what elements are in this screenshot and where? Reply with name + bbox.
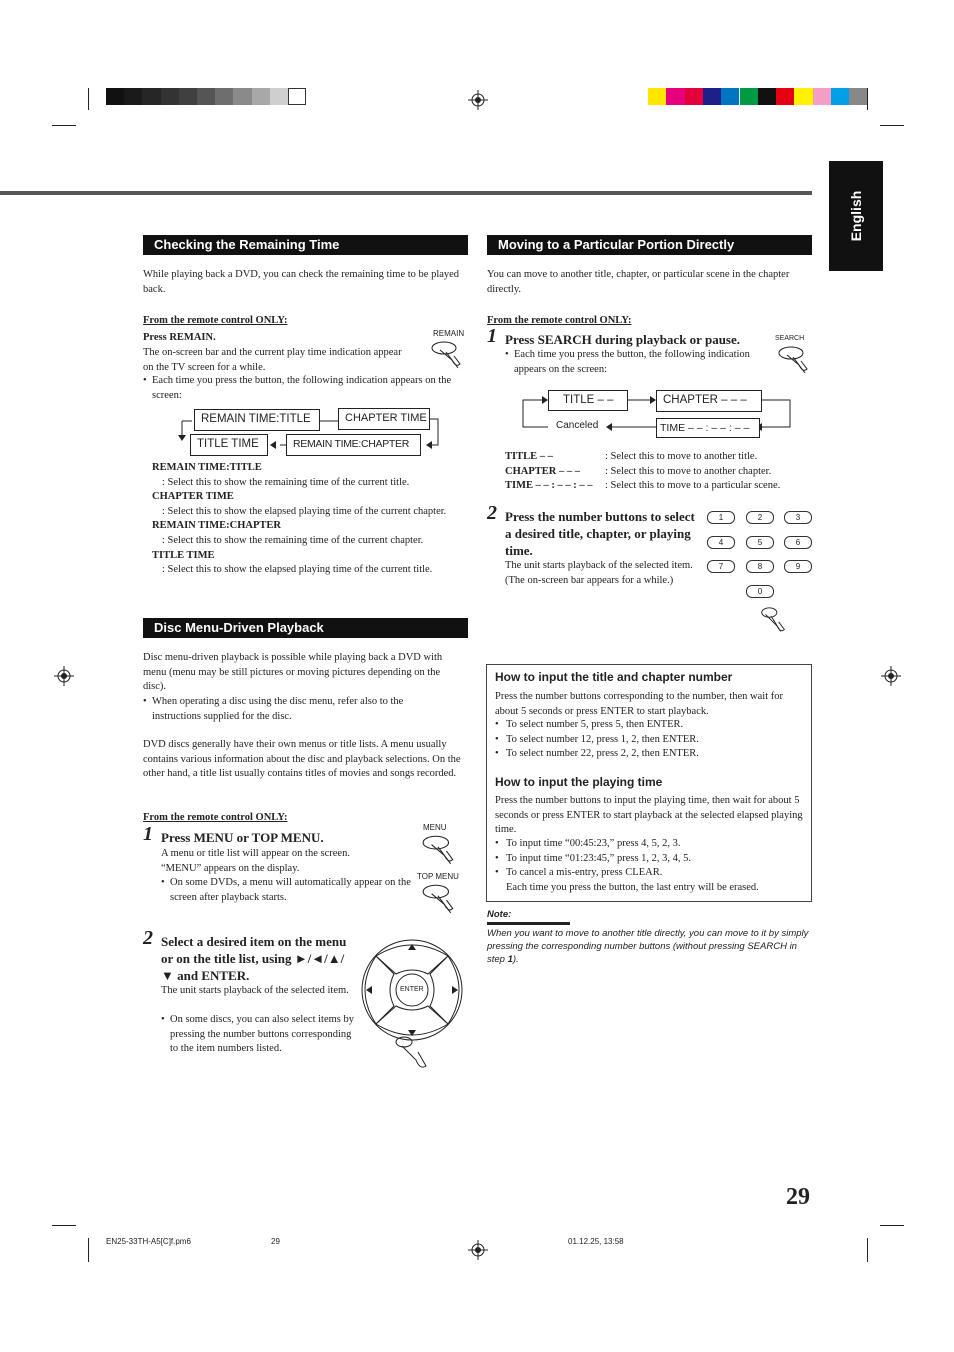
disc-menu-step2-desc: The unit starts playback of the selected item. bbox=[161, 985, 349, 996]
list-item bbox=[495, 837, 807, 852]
remaining-intro: While playing back a DVD, you can check the remaining time to be played back. bbox=[143, 269, 460, 295]
remaining-def-term: REMAIN TIME:CHAPTER bbox=[152, 520, 282, 532]
disc-menu-step2-number: 2 bbox=[143, 927, 153, 949]
disc-menu-step2-head: Select a desired item on the menu or on the title list, using ►/◄/▲/▼ and ENTER. bbox=[161, 934, 347, 983]
remaining-bullet-text: Each time you press the button, the following indication appears on the screen: bbox=[152, 375, 452, 401]
color-swatch bbox=[758, 88, 776, 105]
remaining-definitions bbox=[152, 461, 470, 578]
disc-menu-step1-desc: A menu or title list will appear on the screen. “MENU” appears on the display. bbox=[161, 848, 350, 874]
remaining-def-desc: : Select this to show the elapsed playing time of the current chapter. bbox=[162, 505, 447, 517]
search-button-hand-icon bbox=[777, 343, 811, 377]
moving-step1-bullet: • Each time you press the button, the following indication appears on the screen: bbox=[505, 348, 755, 377]
moving-def-row bbox=[505, 465, 815, 480]
crop-mark bbox=[88, 88, 89, 110]
crop-mark bbox=[867, 88, 868, 110]
registration-mark-icon bbox=[468, 90, 488, 110]
color-swatch bbox=[721, 88, 739, 105]
color-swatch bbox=[776, 88, 794, 105]
section-header-remaining: Checking the Remaining Time bbox=[143, 235, 468, 255]
section-header-disc-menu: Disc Menu-Driven Playback bbox=[143, 618, 468, 638]
note-text bbox=[487, 927, 812, 966]
color-swatch bbox=[252, 88, 270, 105]
color-swatch bbox=[124, 88, 142, 105]
crop-mark bbox=[52, 125, 76, 126]
crop-mark bbox=[52, 1225, 76, 1226]
moving-definitions bbox=[505, 450, 815, 494]
info-box bbox=[486, 664, 812, 902]
color-swatch bbox=[813, 88, 831, 105]
list-item-text: To cancel a mis-entry, press CLEAR. bbox=[506, 867, 663, 879]
moving-intro: You can move to another title, chapter, or particular scene in the chapter directly. bbox=[487, 269, 790, 295]
color-swatch bbox=[794, 88, 812, 105]
list-item-text: To select number 22, press 2, 2, then ENTER. bbox=[506, 748, 699, 760]
note-text-a: When you want to move to another title directly, you can move to it by simply pressing the corresponding number buttons (without pressing SEARCH in step bbox=[487, 928, 809, 965]
remaining-def-term: TITLE TIME bbox=[152, 549, 215, 561]
list-item-text: To select number 12, press 1, 2, then ENTER. bbox=[506, 733, 699, 745]
search-canceled-label: Canceled bbox=[556, 420, 599, 431]
note-rule bbox=[487, 922, 570, 925]
remain-button-label: REMAIN bbox=[433, 329, 465, 338]
color-swatch bbox=[666, 88, 684, 105]
disc-menu-step1-bullet: • On some DVDs, a menu will automatically appear on the screen after playback starts. bbox=[161, 876, 413, 905]
language-tab bbox=[829, 161, 883, 271]
moving-step1-head: Press SEARCH during playback or pause. bbox=[505, 332, 741, 347]
disc-menu-from-remote: From the remote control ONLY: bbox=[143, 812, 288, 823]
moving-def-desc: : Select this to move to another chapter. bbox=[605, 465, 772, 477]
moving-step1-number: 1 bbox=[487, 325, 497, 347]
disc-menu-step1-bullet-text: On some DVDs, a menu will automatically appear on the screen after playback starts. bbox=[170, 877, 411, 903]
registration-mark-icon bbox=[54, 666, 74, 686]
note-label: Note: bbox=[487, 909, 512, 920]
number-button-8[interactable]: 8 bbox=[746, 560, 774, 573]
language-tab-label: English bbox=[848, 190, 864, 242]
moving-from-remote: From the remote control ONLY: bbox=[487, 315, 632, 326]
moving-step1-bullet-text: Each time you press the button, the following indication appears on the screen: bbox=[514, 349, 750, 375]
disc-menu-p1: Disc menu-driven playback is possible while playing back a DVD with menu (menu may be still pictures or moving pictures depending on the disc). bbox=[143, 652, 443, 693]
disc-menu-step2-bullet: • On some discs, you can also select items by pressing the number buttons corresponding to the item numbers listed. bbox=[161, 1013, 356, 1057]
info-list-title-chapter bbox=[495, 718, 807, 762]
remaining-def-desc: : Select this to show the remaining time of the current title. bbox=[162, 476, 410, 488]
list-item-text: To input time “01:23:45,” press 1, 2, 3, 4, 5. bbox=[506, 852, 692, 864]
note-step-ref: 1 bbox=[507, 954, 513, 965]
list-item bbox=[495, 733, 807, 748]
color-swatch bbox=[648, 88, 666, 105]
disc-menu-step1-head: Press MENU or TOP MENU. bbox=[161, 830, 324, 845]
bullet: • bbox=[495, 719, 499, 730]
number-button-4[interactable]: 4 bbox=[707, 536, 735, 549]
info-heading-title-chapter: How to input the title and chapter number bbox=[495, 670, 733, 684]
color-swatch bbox=[685, 88, 703, 105]
crop-mark bbox=[88, 1238, 89, 1262]
section-header-moving: Moving to a Particular Portion Directly bbox=[487, 235, 812, 255]
info-list-playing-time bbox=[495, 837, 807, 881]
box-search-title: TITLE – – bbox=[548, 390, 628, 411]
info-p2: Press the number buttons to input the playing time, then wait for about 5 seconds or press ENTER to start playback at the selected elapsed playing time. bbox=[495, 795, 803, 836]
number-button-hand-icon bbox=[757, 605, 791, 637]
info-b2-extra: Each time you press the button, the last entry will be erased. bbox=[506, 882, 759, 893]
moving-def-row bbox=[505, 479, 815, 494]
list-item bbox=[495, 866, 807, 881]
crop-mark bbox=[867, 1238, 868, 1262]
registration-mark-icon bbox=[468, 1240, 488, 1260]
remaining-press-desc: The on-screen bar and the current play time indication appear on the TV screen for a while. bbox=[143, 347, 402, 373]
moving-step2-number: 2 bbox=[487, 502, 497, 524]
moving-def-row bbox=[505, 450, 815, 465]
number-button-1[interactable]: 1 bbox=[707, 511, 735, 524]
note-text-b: ). bbox=[512, 954, 519, 965]
moving-def-term: CHAPTER – – – bbox=[505, 465, 580, 477]
color-swatch bbox=[197, 88, 215, 105]
moving-def-desc: : Select this to move to another title. bbox=[605, 451, 758, 462]
menu-button-label: MENU bbox=[423, 823, 447, 832]
crop-mark bbox=[880, 125, 904, 126]
color-swatch bbox=[288, 88, 306, 105]
search-button-label: SEARCH bbox=[775, 335, 805, 342]
footer-file: EN25-33TH-A5[C]f.pm6 bbox=[106, 1237, 191, 1246]
number-button-3[interactable]: 3 bbox=[784, 511, 812, 524]
disc-menu-step2-bullet-text: On some discs, you can also select items by pressing the number buttons corresponding to the item numbers listed. bbox=[170, 1014, 355, 1055]
registration-mark-icon bbox=[881, 666, 901, 686]
color-swatch bbox=[215, 88, 233, 105]
remaining-press: Press REMAIN. bbox=[143, 332, 216, 343]
disc-menu-b1-text: When operating a disc using the disc menu, refer also to the instructions supplied for the disc. bbox=[152, 696, 404, 722]
menu-button-hand-icon bbox=[421, 832, 457, 868]
disc-menu-p2: DVD discs generally have their own menus or title lists. A menu usually contains various information about the disc and playback selections. On the other hand, a title list usually contains titles of movies and songs recorded. bbox=[143, 739, 461, 780]
enter-button-label: ENTER bbox=[400, 986, 424, 993]
top-menu-button-hand-icon bbox=[421, 881, 457, 917]
remain-button-hand-icon bbox=[430, 338, 464, 372]
info-p1: Press the number buttons corresponding to the number, then wait for about 5 seconds or press ENTER to start playback. bbox=[495, 691, 783, 717]
color-swatch bbox=[740, 88, 758, 105]
list-item bbox=[495, 718, 807, 733]
remaining-def-desc: : Select this to show the remaining time of the current chapter. bbox=[162, 534, 424, 546]
info-heading-playing-time: How to input the playing time bbox=[495, 775, 663, 789]
remaining-from-remote: From the remote control ONLY: bbox=[143, 315, 288, 326]
disc-menu-b1: • When operating a disc using the disc menu, refer also to the instructions supplied for the disc. bbox=[143, 695, 448, 724]
cursor-pad-icon bbox=[358, 938, 468, 1073]
top-rule bbox=[0, 191, 812, 195]
number-button-5[interactable]: 5 bbox=[746, 536, 774, 549]
color-swatch bbox=[179, 88, 197, 105]
list-item bbox=[495, 852, 807, 867]
number-button-0[interactable]: 0 bbox=[746, 585, 774, 598]
number-button-7[interactable]: 7 bbox=[707, 560, 735, 573]
color-swatch bbox=[831, 88, 849, 105]
color-swatch bbox=[233, 88, 251, 105]
remaining-def-term: CHAPTER TIME bbox=[152, 491, 234, 503]
color-swatch bbox=[703, 88, 721, 105]
moving-def-desc: : Select this to move to a particular scene. bbox=[605, 480, 781, 492]
moving-def-term: TIME – – : – – : – – bbox=[505, 480, 593, 492]
top-menu-button-label: TOP MENU bbox=[417, 872, 459, 881]
remaining-def-term: REMAIN TIME:TITLE bbox=[152, 462, 262, 473]
number-button-9[interactable]: 9 bbox=[784, 560, 812, 573]
list-item bbox=[495, 747, 807, 762]
moving-def-term: TITLE – – bbox=[505, 451, 553, 462]
remaining-bullet: • Each time you press the button, the following indication appears on the screen: bbox=[143, 374, 463, 403]
disc-menu-step1-number: 1 bbox=[143, 823, 153, 845]
box-title-time: TITLE TIME bbox=[190, 434, 268, 456]
box-remain-time-title: REMAIN TIME:TITLE bbox=[194, 409, 320, 431]
bullet: • bbox=[495, 838, 499, 849]
color-swatch bbox=[106, 88, 124, 105]
number-button-2[interactable]: 2 bbox=[746, 511, 774, 524]
list-item-text: To input time “00:45:23,” press 4, 5, 2, 3. bbox=[506, 838, 681, 849]
bullet: • bbox=[495, 867, 499, 879]
remaining-def-desc: : Select this to show the elapsed playing time of the current title. bbox=[162, 564, 433, 576]
crop-mark bbox=[880, 1225, 904, 1226]
box-search-chapter: CHAPTER – – – bbox=[656, 390, 762, 412]
color-swatch bbox=[142, 88, 160, 105]
list-item-text: To select number 5, press 5, then ENTER. bbox=[506, 719, 684, 730]
color-swatch bbox=[161, 88, 179, 105]
moving-step2-desc: The unit starts playback of the selected item. (The on-screen bar appears for a while.) bbox=[505, 560, 693, 586]
box-search-time: TIME – – : – – : – – bbox=[656, 418, 760, 438]
footer-page: 29 bbox=[271, 1237, 280, 1246]
moving-step2-head: Press the number buttons to select a desired title, chapter, or playing time. bbox=[505, 509, 695, 558]
color-swatch bbox=[270, 88, 288, 105]
number-button-6[interactable]: 6 bbox=[784, 536, 812, 549]
bullet: • bbox=[495, 748, 499, 760]
box-chapter-time: CHAPTER TIME bbox=[338, 408, 430, 430]
page-number: 29 bbox=[786, 1184, 810, 1210]
color-swatch bbox=[849, 88, 867, 105]
box-remain-time-chapter: REMAIN TIME:CHAPTER bbox=[286, 434, 421, 456]
footer-date: 01.12.25, 13:58 bbox=[568, 1237, 624, 1246]
bullet: • bbox=[495, 852, 499, 864]
bullet: • bbox=[495, 733, 499, 745]
